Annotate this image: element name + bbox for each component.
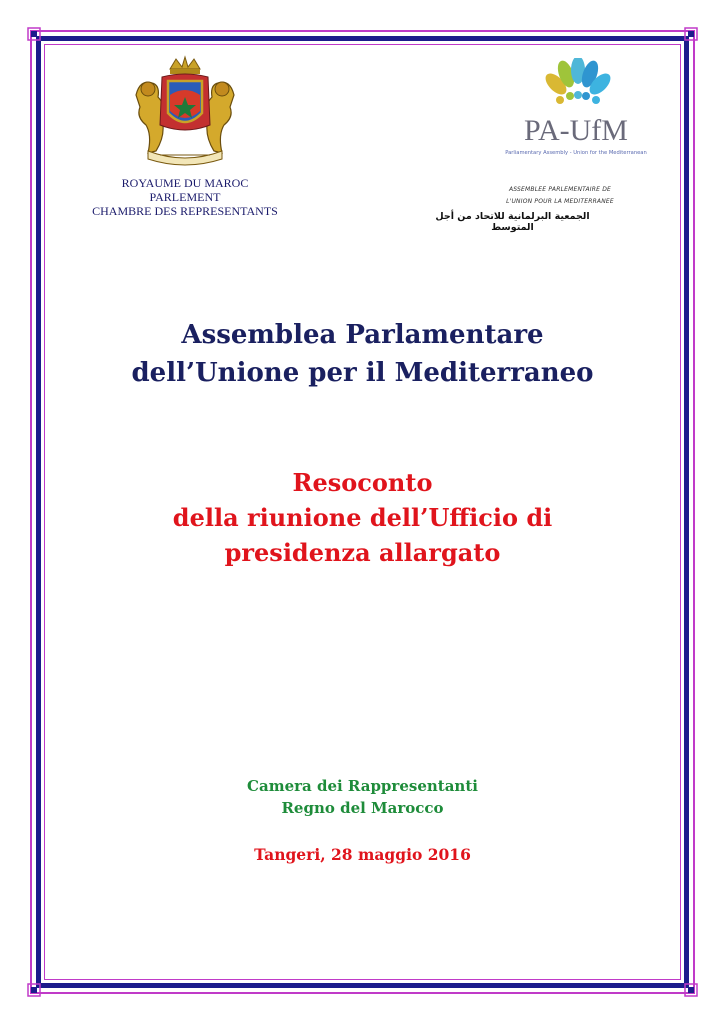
caption-country: ROYAUME DU MAROC: [121, 176, 249, 190]
caption-chamber: CHAMBRE DES REPRESENTANTS: [92, 204, 278, 218]
corner-ornament-icon: [27, 983, 41, 997]
pa-ufm-logo-icon: [500, 58, 650, 178]
main-title-line1: Assemblea Parlamentare: [181, 320, 544, 350]
report-title-line3: presidenza allargato: [224, 538, 501, 567]
host-country: Regno del Marocco: [281, 799, 444, 817]
logo-wordmark: PA-UfM: [524, 114, 628, 147]
corner-ornament-icon: [684, 983, 698, 997]
main-title-line2: dell’Unione per il Mediterraneo: [131, 358, 594, 388]
place-date: Tangeri, 28 maggio 2016: [254, 845, 471, 864]
assembly-arabic-title: الجمعية البرلمانية للاتحاد من أجل المتوسط: [435, 211, 590, 233]
report-title-line1: Resoconto: [292, 468, 433, 497]
assembly-subtitle-line2: L'UNION POUR LA MEDITERRANEE: [506, 198, 614, 205]
host-chamber: Camera dei Rappresentanti: [247, 777, 478, 795]
assembly-subtitle-line1: ASSEMBLEE PARLEMENTAIRE DE: [508, 186, 612, 193]
logo-tagline: Parliamentary Assembly - Union for the Mediterranean: [505, 150, 647, 156]
parliament-caption: [60, 176, 310, 218]
corner-ornament-icon: [684, 27, 698, 41]
report-title-line2: della riunione dell’Ufficio di: [172, 503, 553, 532]
caption-parliament: PARLEMENT: [149, 190, 221, 204]
moroccan-coat-of-arms-icon: [126, 55, 244, 167]
corner-ornament-icon: [27, 27, 41, 41]
